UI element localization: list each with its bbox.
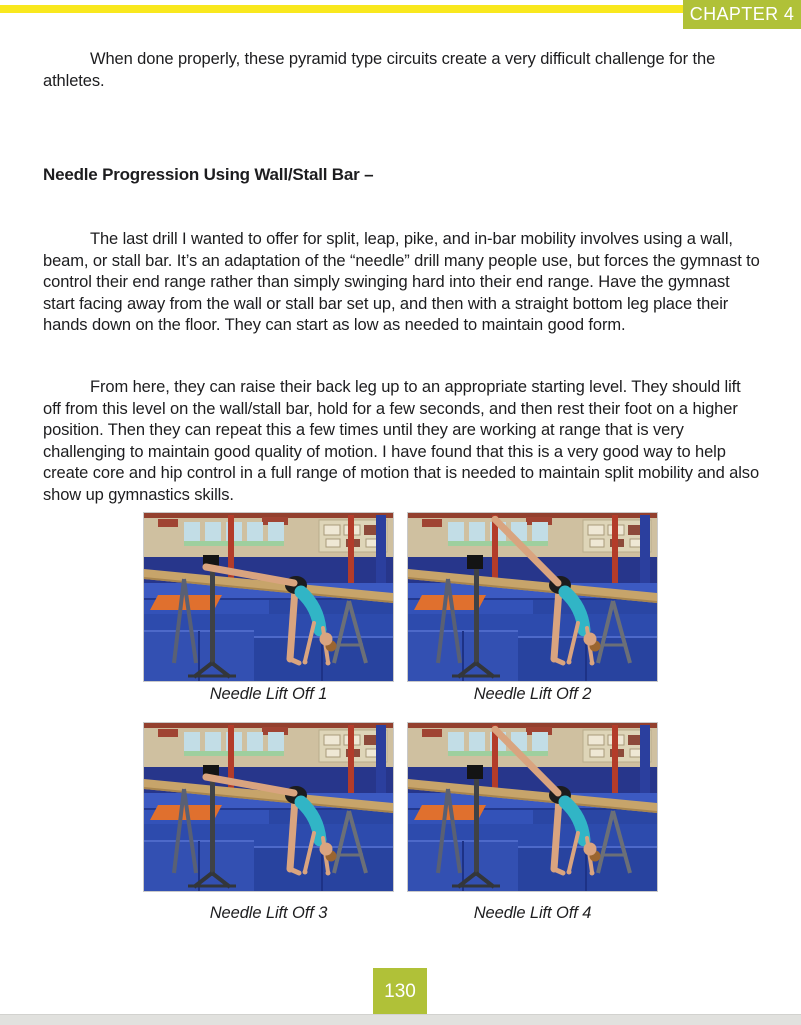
gymnast-photo-illustration: [408, 513, 657, 681]
gymnast-photo-illustration: [408, 723, 657, 891]
page-number-badge: 130: [373, 968, 427, 1016]
gymnast-photo-illustration: [144, 513, 393, 681]
section-heading: Needle Progression Using Wall/Stall Bar –: [43, 165, 374, 184]
top-accent-rule: [0, 5, 801, 13]
photo-caption-4: Needle Lift Off 4: [473, 904, 592, 922]
paragraph-intro: When done properly, these pyramid type circuits create a very difficult challenge for the athletes.: [43, 50, 716, 90]
footer-strip: [0, 1014, 801, 1025]
photo-needle-lift-off-4: [407, 722, 658, 892]
paragraph-drill-progression: From here, they can raise their back leg up to an appropriate starting level. They should lift off from this level on the wall/stall bar, hold for a few seconds, and then rest their foot on a higher position. Then they can repeat this a few times until they are working at range that is very challenging to maintain good quality of motion. I have found that this is a very good way to help create core and hip control in a full range of motion that is needed to maintain split mobility and also show up gymnastics skills.: [43, 378, 760, 504]
photo-needle-lift-off-1: [143, 512, 394, 682]
gymnast-photo-illustration: [144, 723, 393, 891]
photo-caption-1: Needle Lift Off 1: [209, 685, 328, 703]
photo-needle-lift-off-2: [407, 512, 658, 682]
paragraph-drill-setup: The last drill I wanted to offer for split, leap, pike, and in-bar mobility involves using a wall, beam, or stall bar. It’s an adaptation of the “needle” drill many people use, but forces the gymnast to control their end range rather than simply swinging hard into their end range. Have the gymnast start facing away from the wall or stall bar set up, and then with a straight bottom leg place their hands down on the floor. They can start as low as needed to maintain good form.: [43, 230, 760, 334]
chapter-banner: CHAPTER 4: [683, 0, 801, 29]
photo-caption-3: Needle Lift Off 3: [209, 904, 328, 922]
photo-needle-lift-off-3: [143, 722, 394, 892]
photo-caption-2: Needle Lift Off 2: [473, 685, 592, 703]
